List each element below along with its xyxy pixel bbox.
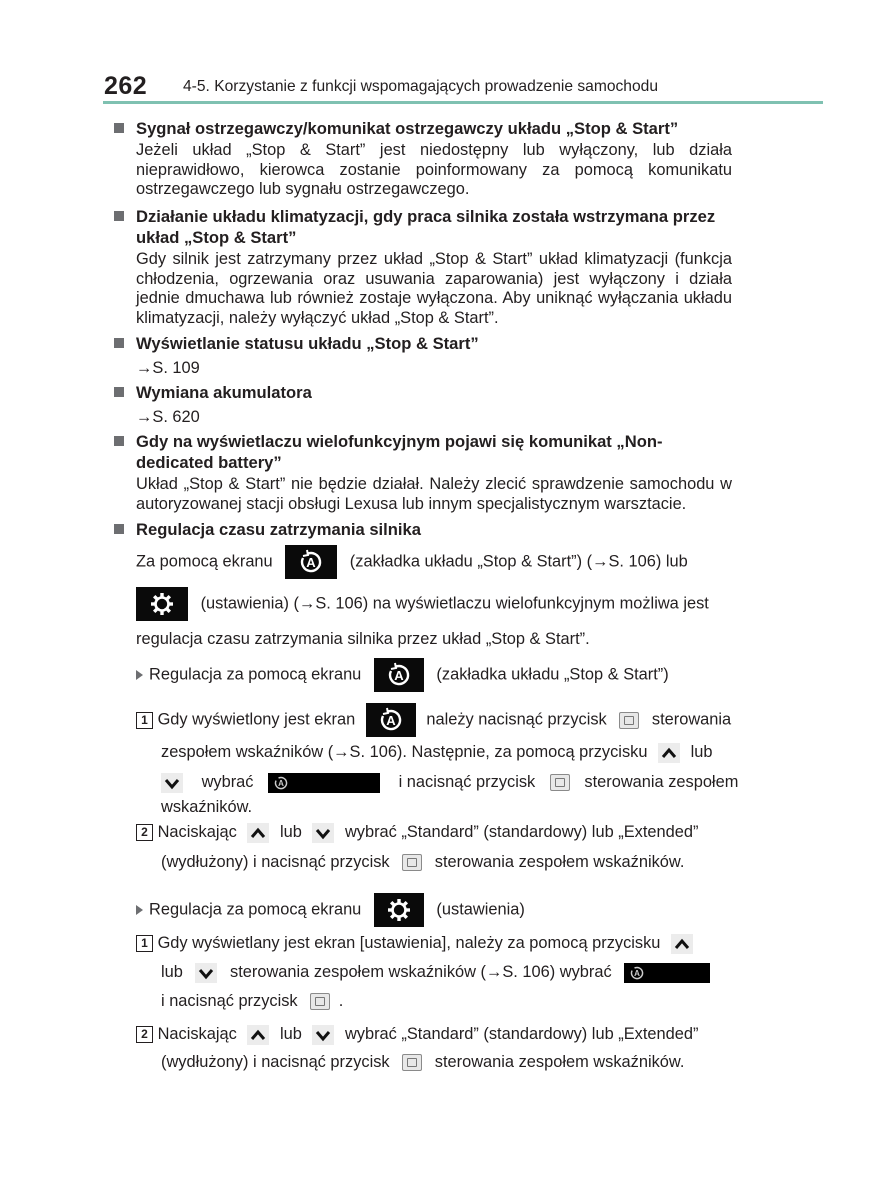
step-number: 2 [136, 1026, 153, 1043]
intro-text: (zakładka układu „Stop & Start”) (→S. 106) lub [349, 552, 688, 571]
step-text: sterowania [651, 710, 732, 729]
intro-text: Za pomocą ekranu [136, 552, 273, 571]
step-text: lub [279, 1025, 302, 1043]
meter-ok-button-icon [550, 774, 570, 791]
bullet-icon [114, 211, 124, 221]
step-number: 2 [136, 824, 153, 841]
sub-heading-text: (zakładka układu „Stop & Start”) [436, 665, 669, 684]
intro-line-1 [136, 545, 732, 579]
step-text: wybrać „Standard” (standardowy) lub „Extended” [344, 1025, 699, 1043]
svg-text:A: A [386, 713, 396, 728]
intro-line-2 [136, 587, 709, 621]
step-text: zespołem wskaźników (→S. 106). Następnie, za pomocą przycisku [161, 743, 648, 761]
step-1-cont [161, 962, 710, 983]
step-text: (wydłużony) i nacisnąć przycisk [161, 853, 390, 871]
section-heading: Wyświetlanie statusu układu „Stop & Start” [136, 334, 479, 353]
step-2-cont [161, 1052, 684, 1072]
step-number: 1 [136, 935, 153, 952]
down-arrow-button-icon [312, 823, 334, 843]
step-text: . [338, 992, 344, 1010]
step-text: (wydłużony) i nacisnąć przycisk [161, 1053, 390, 1071]
section-climate [112, 206, 732, 328]
intro-text: (ustawienia) (→S. 106) na wyświetlaczu wielofunkcyjnym możliwa jest [200, 594, 709, 613]
auto-stop-start-menu-item-icon [624, 963, 710, 983]
section-heading: Gdy na wyświetlaczu wielofunkcyjnym pojawi się komunikat „Non-dedicated battery” [136, 432, 663, 472]
section-regulation [112, 519, 732, 540]
step-1-cont-3: wskaźników. [161, 798, 253, 816]
step-1 [136, 703, 731, 737]
step-2 [136, 822, 698, 843]
header-rule [103, 101, 823, 104]
gear-icon [374, 893, 424, 927]
meter-ok-button-icon [402, 1054, 422, 1071]
section-body: Jeżeli układ „Stop & Start” jest niedostępny lub wyłączony, lub działa nieprawidłowo, kierowca zostanie poinformowany za pomocą komunikatu ostrzegawczego lub sygnału ostrzegawczego. [136, 141, 732, 198]
bullet-icon [114, 436, 124, 446]
meter-ok-button-icon [310, 993, 330, 1010]
step-text: wybrać „Standard” (standardowy) lub „Extended” [344, 823, 699, 841]
step-2-cont [161, 852, 684, 872]
section-heading: Wymiana akumulatora [136, 383, 312, 402]
sub-heading-text: Regulacja za pomocą ekranu [149, 665, 362, 684]
auto-stop-start-icon [374, 658, 424, 692]
bullet-icon [114, 338, 124, 348]
section-warning [112, 118, 732, 200]
step-2 [136, 1024, 698, 1045]
intro-line-3: regulacja czasu zatrzymania silnika przez układ „Stop & Start”. [136, 630, 590, 648]
svg-text:A: A [306, 555, 316, 570]
down-arrow-button-icon [161, 773, 183, 793]
svg-text:A: A [634, 968, 641, 978]
section-non-dedicated [112, 431, 732, 514]
section-status [112, 333, 732, 379]
step-1 [136, 933, 693, 954]
section-heading: Regulacja czasu zatrzymania silnika [136, 520, 421, 539]
up-arrow-button-icon [247, 1025, 269, 1045]
step-text: sterowania zespołem [584, 773, 739, 791]
step-text: sterowania zespołem wskaźników. [434, 1053, 685, 1071]
step-text: Gdy wyświetlany jest ekran [ustawienia], należy za pomocą przycisku [157, 934, 661, 952]
step-text: i nacisnąć przycisk [398, 773, 536, 791]
up-arrow-button-icon [247, 823, 269, 843]
svg-text:A: A [278, 778, 284, 788]
sub-heading-2 [136, 893, 525, 927]
step-1-cont-2 [161, 772, 739, 793]
step-1-cont [161, 742, 712, 763]
auto-stop-start-icon [366, 703, 416, 737]
page-reference: →S. 109 [136, 359, 200, 377]
section-body: Układ „Stop & Start” nie będzie działał. Należy zlecić sprawdzenie samochodu w autoryzowanej stacji obsługi Lexusa lub innym specjalistycznym warsztacie. [136, 475, 732, 513]
up-arrow-button-icon [671, 934, 693, 954]
meter-ok-button-icon [619, 712, 639, 729]
step-text: lub [279, 823, 302, 841]
step-text: Naciskając [157, 1025, 237, 1043]
step-text: i nacisnąć przycisk [161, 992, 298, 1010]
down-arrow-button-icon [195, 963, 217, 983]
meter-ok-button-icon [402, 854, 422, 871]
sub-heading-text: Regulacja za pomocą ekranu [149, 900, 362, 919]
section-heading: Działanie układu klimatyzacji, gdy praca silnika została wstrzymana przez układ „Stop & Start” [136, 207, 716, 247]
step-text: Naciskając [157, 823, 237, 841]
auto-stop-start-menu-item-icon [268, 773, 380, 793]
bullet-icon [114, 123, 124, 133]
auto-stop-start-icon [285, 545, 337, 579]
triangle-bullet-icon [136, 670, 143, 680]
step-text: wybrać [201, 773, 254, 791]
section-heading: Sygnał ostrzegawczy/komunikat ostrzegawczy układu „Stop & Start” [136, 119, 679, 138]
sub-heading-text: (ustawienia) [436, 900, 525, 919]
page-number: 262 [104, 72, 148, 100]
sub-heading-1 [136, 658, 669, 692]
svg-text:A: A [394, 668, 404, 683]
down-arrow-button-icon [312, 1025, 334, 1045]
step-text: lub [161, 963, 183, 981]
bullet-icon [114, 524, 124, 534]
step-text: sterowania zespołem wskaźników. [434, 853, 685, 871]
step-text: należy nacisnąć przycisk [426, 710, 607, 729]
step-1-cont-2 [161, 991, 343, 1011]
header-title: 4-5. Korzystanie z funkcji wspomagających prowadzenie samochodu [183, 78, 658, 95]
step-number: 1 [136, 712, 153, 729]
up-arrow-button-icon [658, 743, 680, 763]
step-text: Gdy wyświetlony jest ekran [157, 710, 356, 729]
bullet-icon [114, 387, 124, 397]
page-reference: →S. 620 [136, 408, 200, 426]
gear-icon [136, 587, 188, 621]
step-text: sterowania zespołem wskaźników (→S. 106) wybrać [230, 963, 612, 981]
step-text: lub [690, 743, 713, 761]
section-battery [112, 382, 732, 428]
section-body: Gdy silnik jest zatrzymany przez układ „Stop & Start” układ klimatyzacji (funkcja chłodzenia, ogrzewania oraz usuwania zaparowania) jest wyłączony i działa jednie dmuchawa lub również zostaje wyłączona. Aby uniknąć wyłączania układu klimatyzacji, należy wyłączyć układ „Stop & Start”. [136, 250, 732, 327]
triangle-bullet-icon [136, 905, 143, 915]
